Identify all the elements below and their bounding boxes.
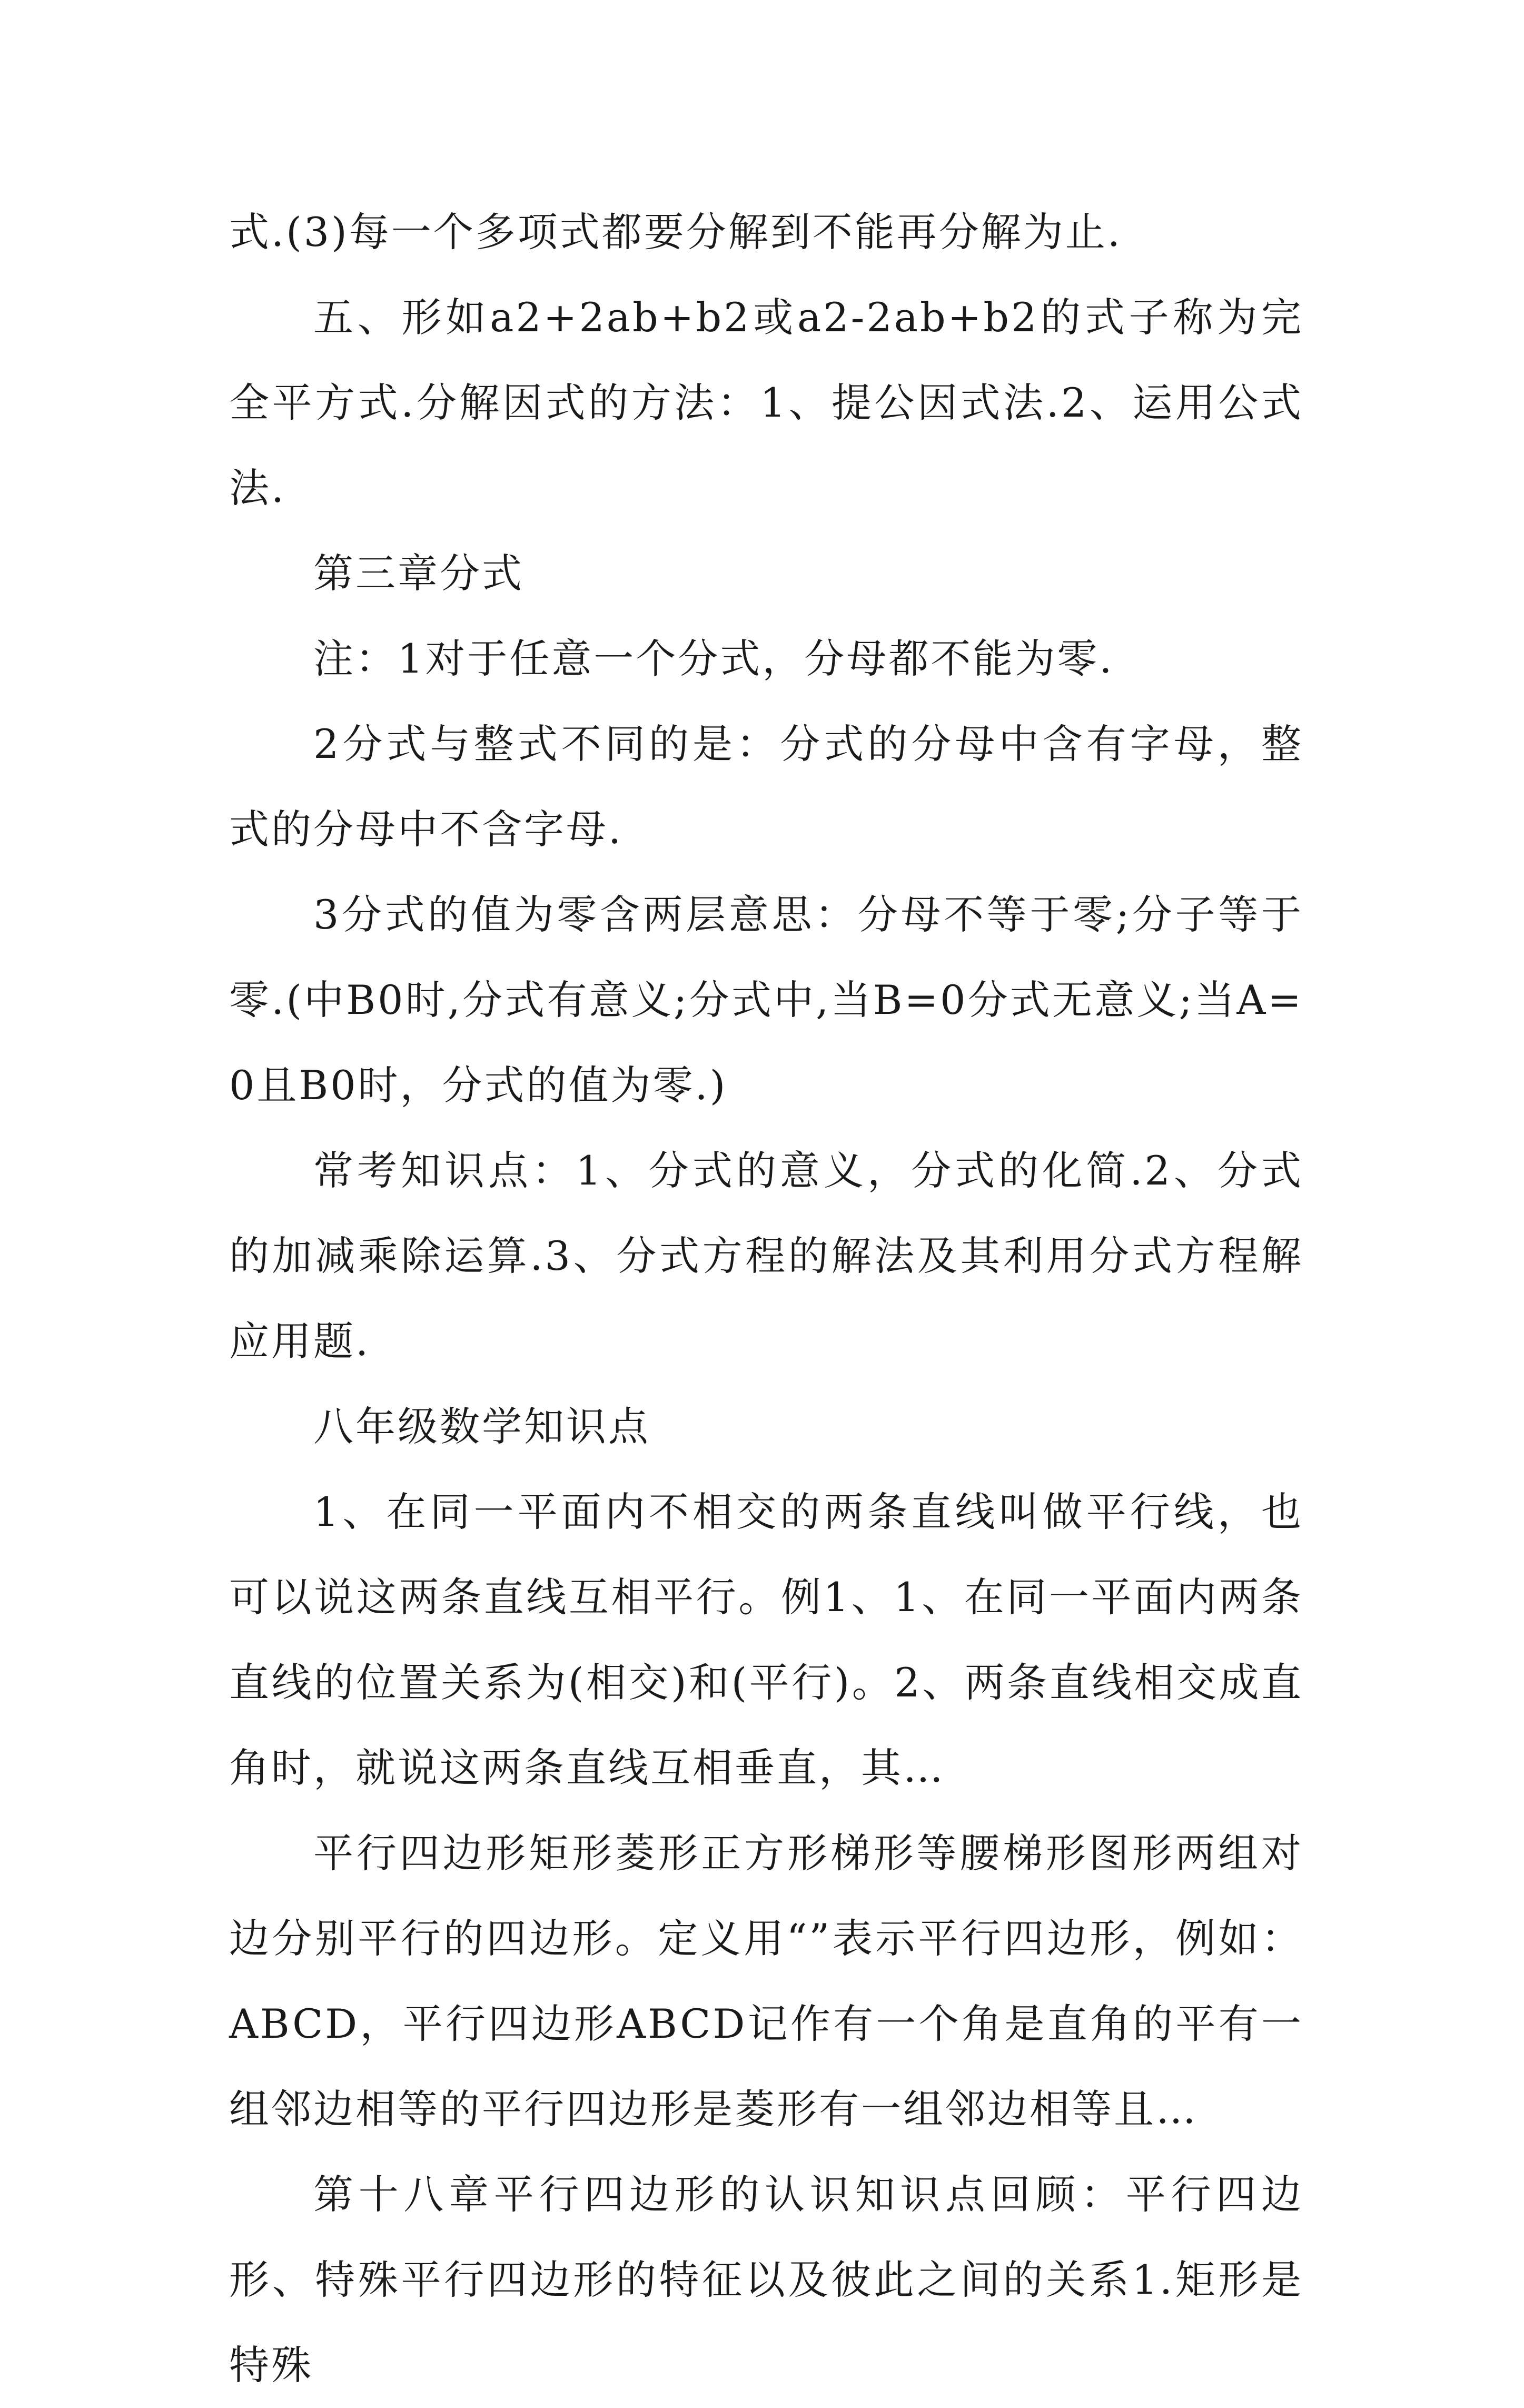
- paragraph: 第十八章平行四边形的认识知识点回顾：平行四边形、特殊平行四边形的特征以及彼此之间的关系1.矩形是特殊: [229, 2171, 1303, 2389]
- paragraph: 注：1对于任意一个分式，分母都不能为零.: [313, 635, 1114, 682]
- paragraph: 2分式与整式不同的是：分式的分母中含有字母，整式的分母中不含字母.: [229, 721, 1303, 853]
- paragraph: 平行四边形矩形菱形正方形梯形等腰梯形图形两组对边分别平行的四边形。定义用“”表示平行四边形，例如：ABCD，平行四边形ABCD记作有一个角是直角的平有一组邻边相等的平行四边形是菱形有一组邻边相等且…: [229, 1830, 1303, 2133]
- paragraph: 常考知识点：1、分式的意义，分式的化简.2、分式的加减乘除运算.3、分式方程的解法及其利用分式方程解应用题.: [229, 1147, 1303, 1365]
- paragraph: 1、在同一平面内不相交的两条直线叫做平行线，也可以说这两条直线互相平行。例1、1、在同一平面内两条直线的位置关系为(相交)和(平行)。2、两条直线相交成直角时，就说这两条直线互相垂直，其…: [229, 1488, 1303, 1791]
- section-heading: 第三章分式: [313, 550, 524, 597]
- section-heading: 八年级数学知识点: [313, 1403, 650, 1450]
- paragraph: 五、形如a2+2ab+b2或a2-2ab+b2的式子称为完全平方式.分解因式的方法：1、提公因式法.2、运用公式法.: [229, 294, 1303, 511]
- paragraph: 式.(3)每一个多项式都要分解到不能再分解为止.: [229, 209, 1122, 255]
- paragraph: 3分式的值为零含两层意思：分母不等于零;分子等于零.(中B0时,分式有意义;分式中,当B=0分式无意义;当A=0且B0时，分式的值为零.): [229, 891, 1303, 1109]
- document-body: [229, 190, 1303, 2408]
